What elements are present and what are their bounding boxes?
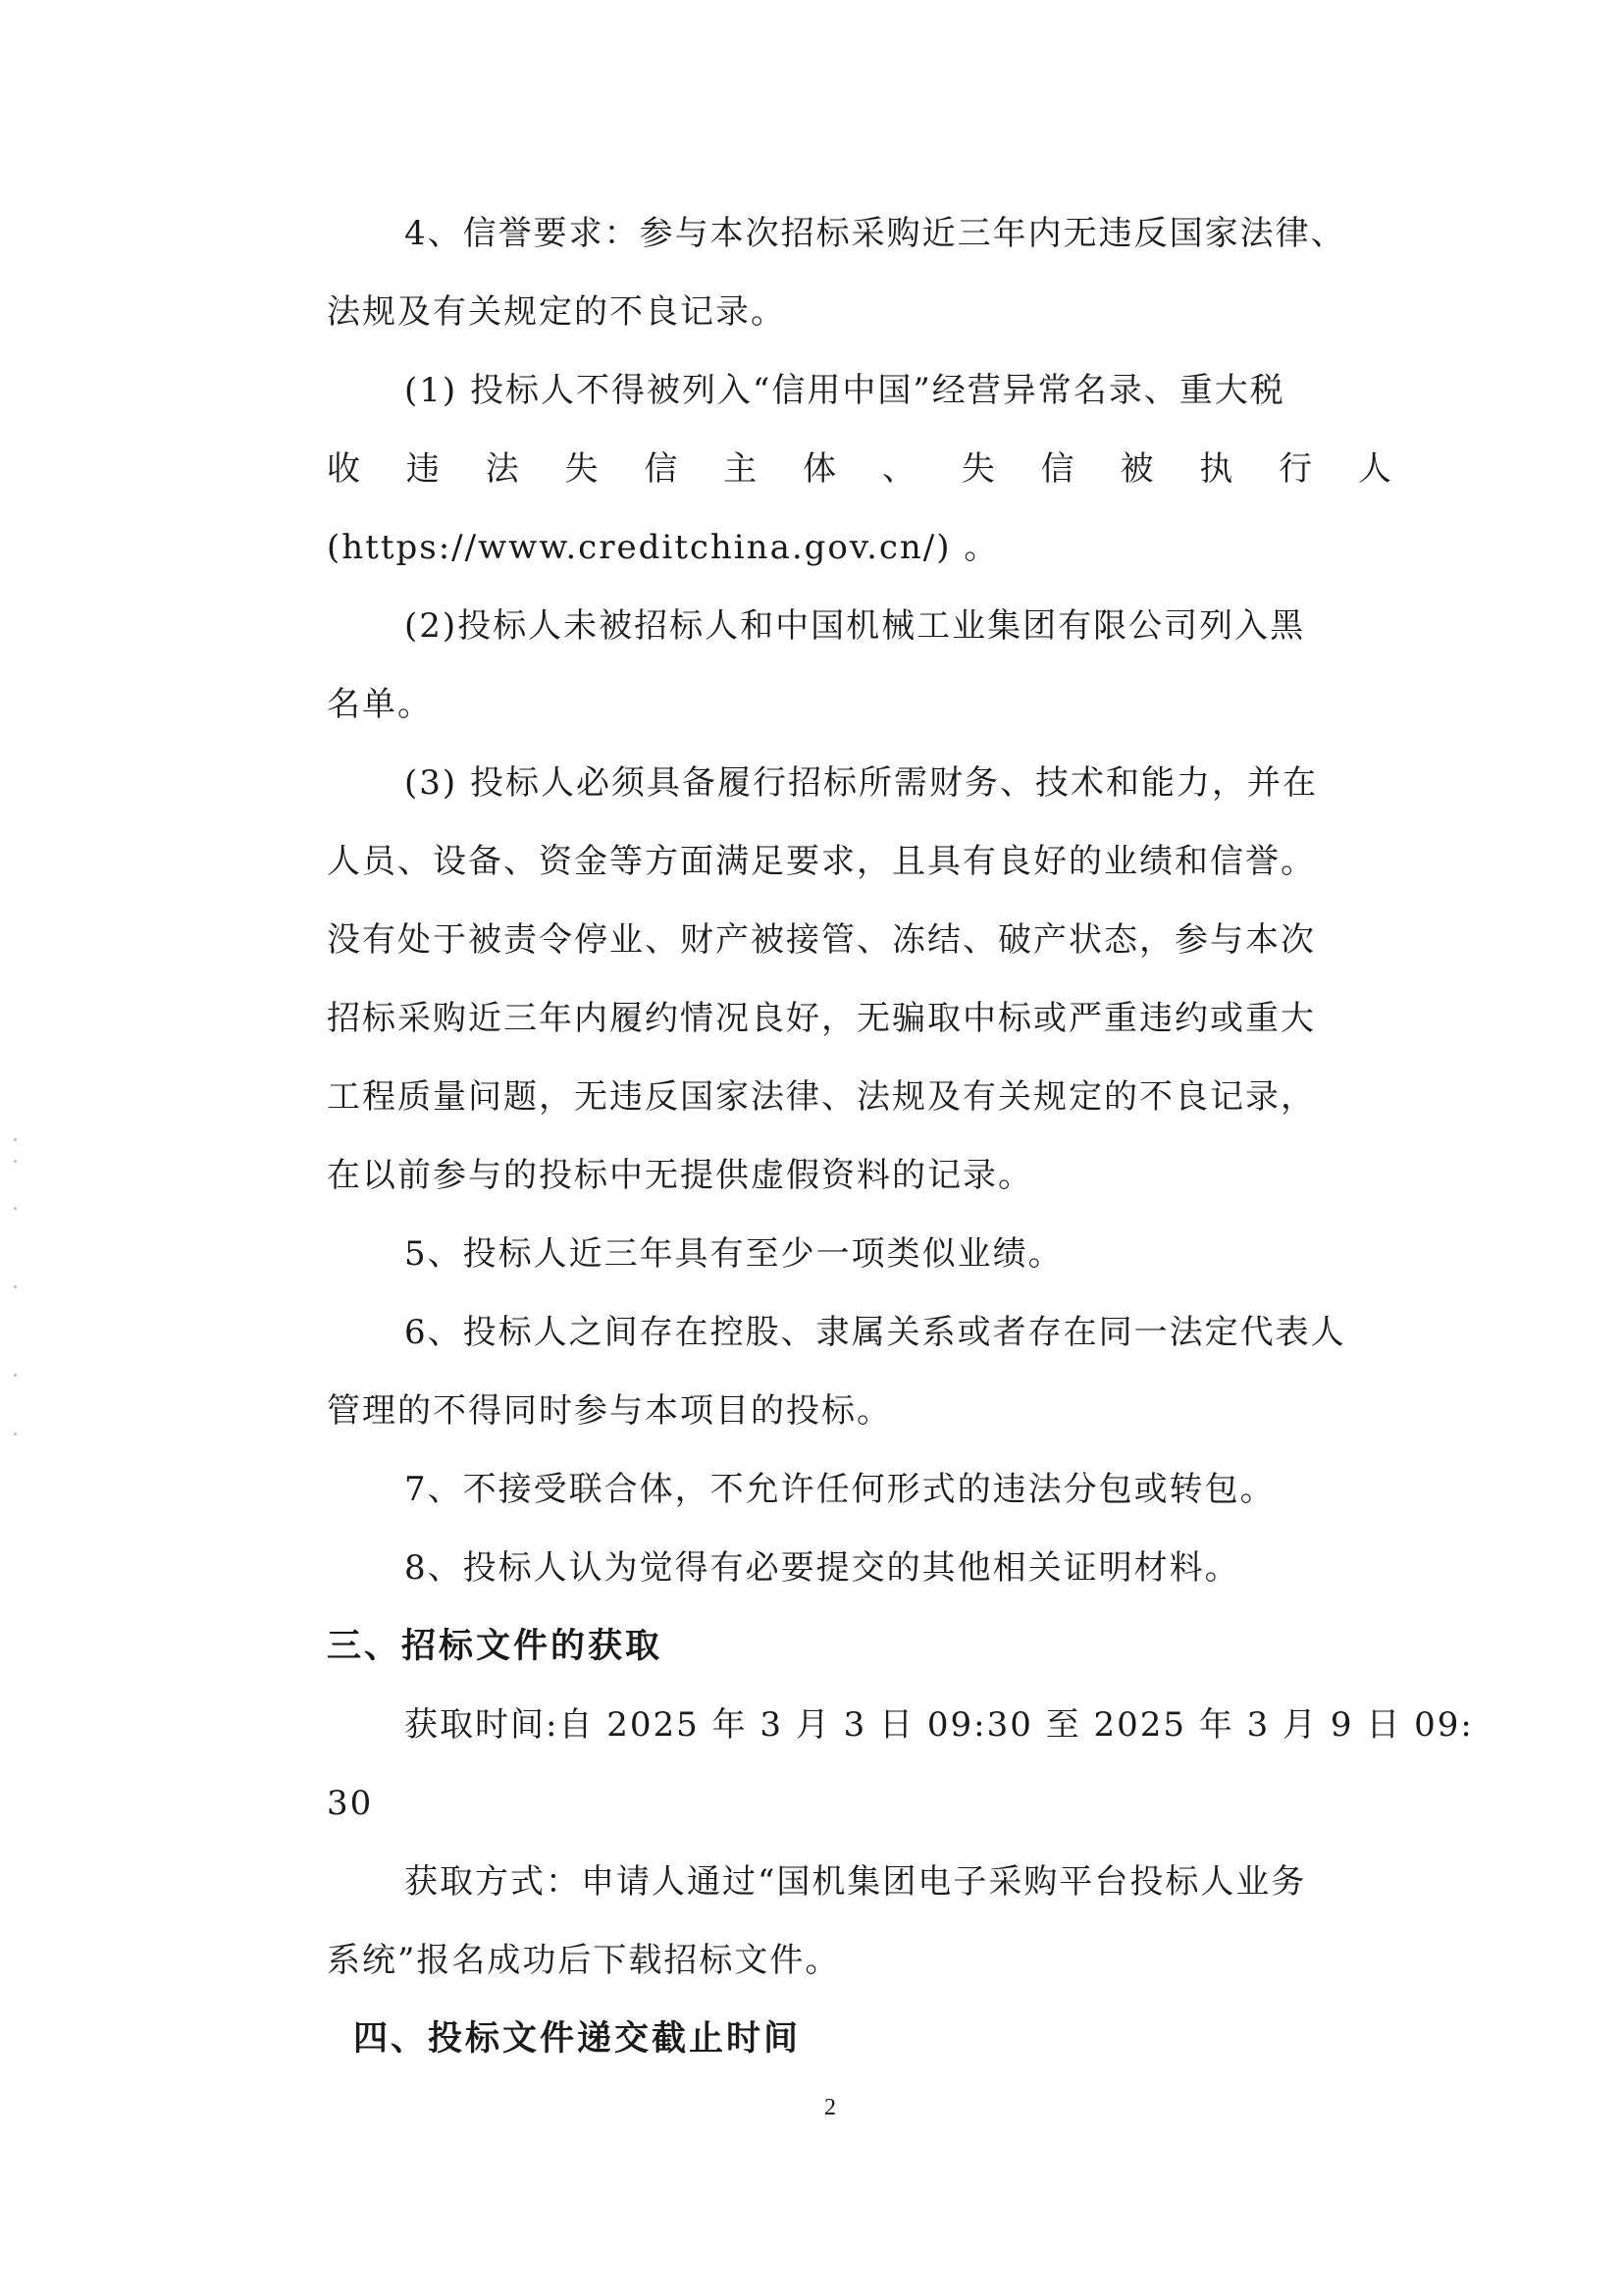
item-1-word: 失 (961, 449, 995, 489)
item-1-word: 信 (644, 449, 678, 489)
item-3-line-2: 人员、设备、资金等方面满足要求，且具有良好的业绩和信誉。 (327, 842, 1316, 881)
section-3-heading: 三、招标文件的获取 (327, 1627, 663, 1666)
item-8: 8、投标人认为觉得有必要提交的其他相关证明材料。 (404, 1548, 1240, 1588)
item-6-line-2: 管理的不得同时参与本项目的投标。 (327, 1391, 892, 1431)
acquisition-time-line-1: 获取时间:自 2025 年 3 月 3 日 09:30 至 2025 年 3 月 9 日 09: (404, 1705, 1474, 1745)
acquisition-method-line-1: 获取方式：申请人通过“国机集团电子采购平台投标人业务 (404, 1862, 1307, 1902)
item-1-word: 人 (1357, 449, 1391, 489)
section-4-heading: 四、投标文件递交截止时间 (353, 2019, 802, 2059)
item-1-word: 收 (327, 449, 360, 489)
item-1-word: 、 (881, 449, 916, 489)
item-1-word: 违 (405, 449, 440, 489)
item-1-word: 信 (1040, 449, 1074, 489)
item-3-line-4: 招标采购近三年内履约情况良好，无骗取中标或严重违约或重大 (327, 999, 1316, 1038)
item-7: 7、不接受联合体，不允许任何形式的违法分包或转包。 (404, 1470, 1276, 1509)
item-1-word: 法 (485, 449, 519, 489)
item-1-word: 执 (1199, 449, 1233, 489)
credit-requirement-line-1: 4、信誉要求：参与本次招标采购近三年内无违反国家法律、 (404, 214, 1346, 253)
page-number: 2 (824, 2095, 836, 2120)
item-1-word: 行 (1279, 449, 1313, 489)
item-5: 5、投标人近三年具有至少一项类似业绩。 (404, 1234, 1064, 1274)
credit-requirement-line-2: 法规及有关规定的不良记录。 (327, 292, 786, 332)
item-2-line-1: (2)投标人未被招标人和中国机械工业集团有限公司列入黑 (404, 606, 1306, 646)
item-3-line-3: 没有处于被责令停业、财产被接管、冻结、破产状态，参与本次 (327, 920, 1316, 960)
item-6-line-1: 6、投标人之间存在控股、隶属关系或者存在同一法定代表人 (404, 1313, 1346, 1352)
item-3-line-1: (3) 投标人必须具备履行招标所需财务、技术和能力，并在 (404, 763, 1318, 803)
item-1-word: 体 (803, 449, 837, 489)
item-1-word: 被 (1120, 449, 1154, 489)
item-1-line-3: (https://www.creditchina.gov.cn/) 。 (327, 528, 1000, 567)
acquisition-time-line-2: 30 (327, 1784, 374, 1823)
item-1-word: 主 (723, 449, 758, 489)
item-3-line-6: 在以前参与的投标中无提供虚假资料的记录。 (327, 1156, 1033, 1195)
item-1-word: 失 (564, 449, 599, 489)
acquisition-method-line-2: 系统”报名成功后下载招标文件。 (327, 1941, 841, 1980)
scan-edge-marks (14, 1138, 18, 1452)
item-2-line-2: 名单。 (327, 685, 433, 724)
item-3-line-5: 工程质量问题，无违反国家法律、法规及有关规定的不良记录， (327, 1077, 1316, 1117)
item-1-line-1: (1) 投标人不得被列入“信用中国”经营异常名录、重大税 (404, 371, 1285, 410)
item-1-line-2 (327, 445, 1391, 493)
